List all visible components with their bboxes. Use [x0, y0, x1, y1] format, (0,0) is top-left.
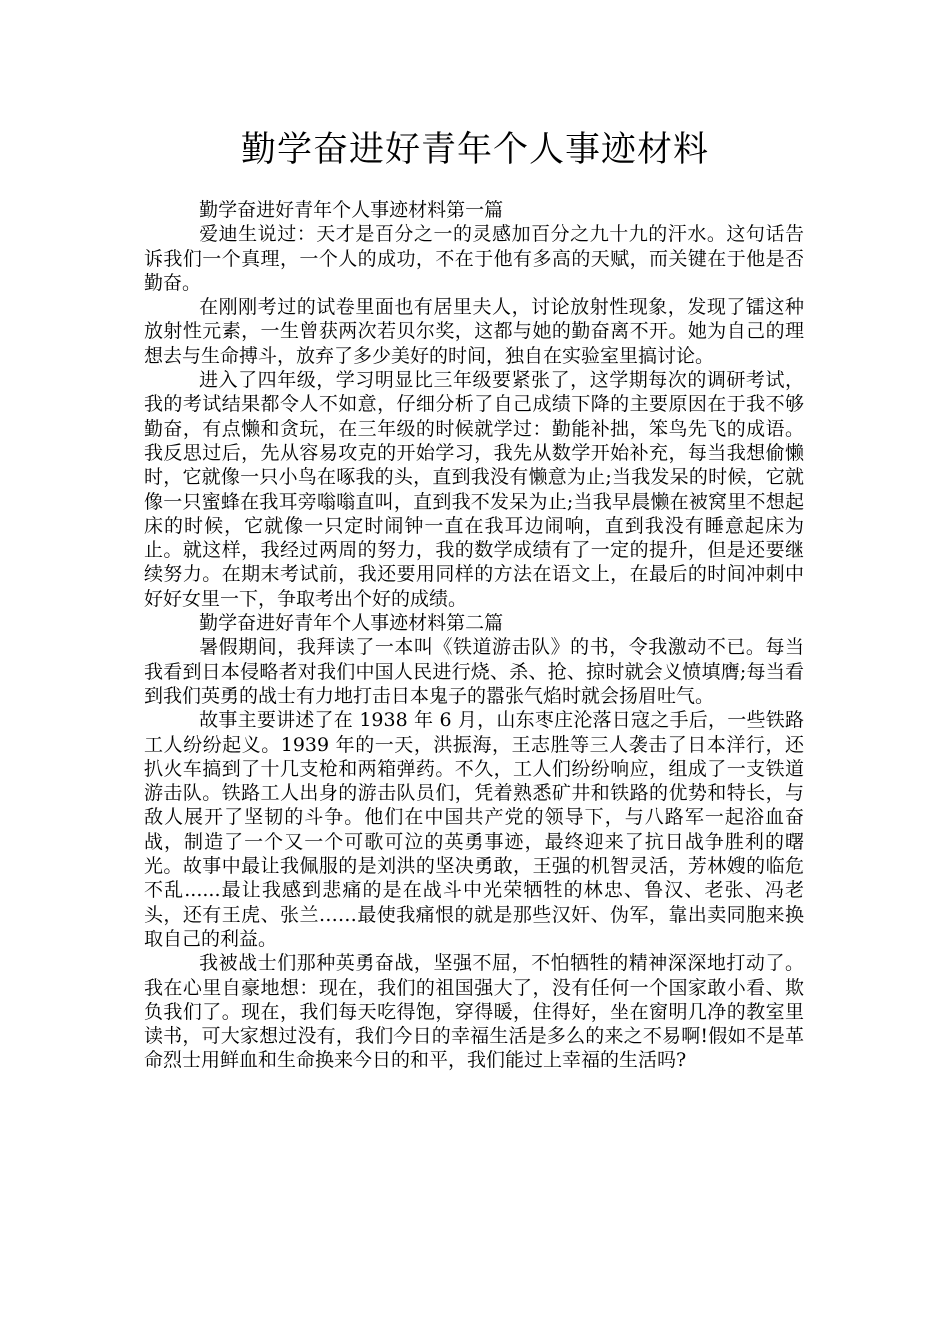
section-heading-2: 勤学奋进好青年个人事迹材料第二篇: [199, 612, 504, 635]
document-body: [144, 198, 804, 1073]
paragraph: 爱迪生说过：天才是百分之一的灵感加百分之九十九的汗水。这句话告诉我们一个真理，一个人的成功，不在于他有多高的天赋，而关键在于他是否勤奋。: [144, 223, 804, 294]
paragraph: 我被战士们那种英勇奋战，坚强不屈，不怕牺牲的精神深深地打动了。我在心里自豪地想：现在，我们的祖国强大了，没有任何一个国家敢小看、欺负我们了。现在，我们每天吃得饱，穿得暖，住得好，坐在窗明几净的教室里读书，可大家想过没有，我们今日的幸福生活是多么的来之不易啊!假如不是革命烈士用鲜血和生命换来今日的和平，我们能过上幸福的生活吗?: [144, 952, 804, 1072]
paragraph: 暑假期间，我拜读了一本叫《铁道游击队》的书，令我激动不已。每当我看到日本侵略者对我们中国人民进行烧、杀、抢、掠时就会义愤填膺;每当看到我们英勇的战士有力地打击日本鬼子的嚣张气焰时就会扬眉吐气。: [144, 636, 804, 707]
document-title: 勤学奋进好青年个人事迹材料: [240, 130, 709, 170]
section-heading-1: 勤学奋进好青年个人事迹材料第一篇: [199, 199, 504, 221]
paragraph: 故事主要讲述了在 1938 年 6 月，山东枣庄沦落日寇之手后，一些铁路工人纷纷起义。1939 年的一天，洪振海，王志胜等三人袭击了日本洋行，还扒火车搞到了十几支枪和两箱弹药。不久，工人们纷纷响应，组成了一支铁道游击队。铁路工人出身的游击队员们，凭着熟悉矿井和铁路的优势和特长，与敌人展开了坚韧的斗争。他们在中国共产党的领导下，与八路军一起浴血奋战，制造了一个又一个可歌可泣的英勇事迹，最终迎来了抗日战争胜利的曙光。故事中最让我佩服的是刘洪的坚决勇敢，王强的机智灵活，芳林嫂的临危不乱......最让我感到悲痛的是在战斗中光荣牺牲的林忠、鲁汉、老张、冯老头，还有王虎、张兰……最使我痛恨的就是那些汉奸、伪军，靠出卖同胞来换取自己的利益。: [144, 709, 804, 950]
paragraph: 进入了四年级，学习明显比三年级要紧张了，这学期每次的调研考试，我的考试结果都令人不如意，仔细分析了自己成绩下降的主要原因在于我不够勤奋，有点懒和贪玩，在三年级的时候就学过：勤能补拙，笨鸟先飞的成语。我反思过后，先从容易攻克的开始学习，我先从数学开始补充，每当我想偷懒时，它就像一只小鸟在啄我的头，直到我没有懒意为止;当我发呆的时候，它就像一只蜜蜂在我耳旁嗡嗡直叫，直到我不发呆为止;当我早晨懒在被窝里不想起床的时候，它就像一只定时闹钟一直在我耳边闹响，直到我没有睡意起床为止。就这样，我经过两周的努力，我的数学成绩有了一定的提升，但是还要继续努力。在期末考试前，我还要用同样的方法在语文上，在最后的时间冲刺中好好女里一下，争取考出个好的成绩。: [144, 369, 804, 610]
paragraph: 在刚刚考过的试卷里面也有居里夫人，讨论放射性现象，发现了镭这种放射性元素，一生曾获两次若贝尔奖，这都与她的勤奋离不开。她为自己的理想去与生命搏斗，放弃了多少美好的时间，独自在实验室里搞讨论。: [144, 296, 804, 367]
